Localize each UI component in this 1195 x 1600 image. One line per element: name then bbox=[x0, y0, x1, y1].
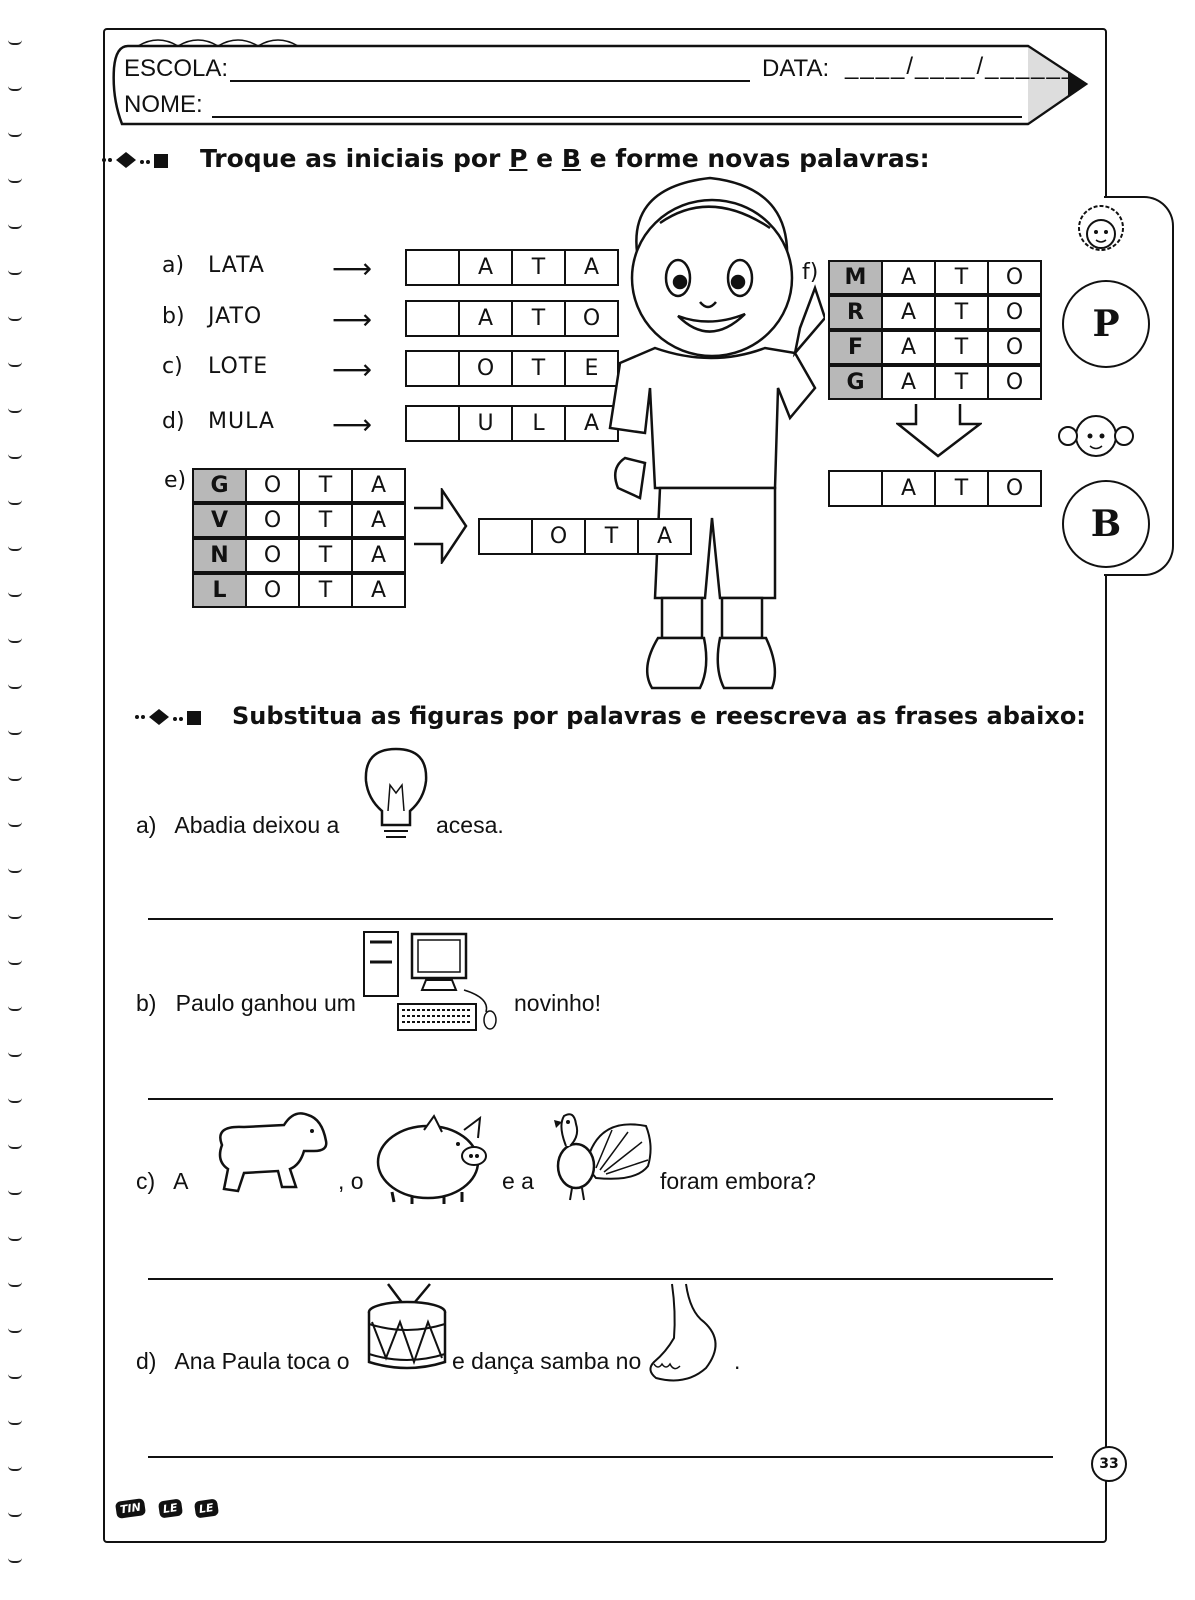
binding-mark bbox=[8, 960, 22, 965]
letter-cell: T bbox=[934, 365, 989, 400]
letter-cell: U bbox=[458, 405, 513, 442]
tab-p: P bbox=[1062, 280, 1150, 368]
letter-cell: T bbox=[511, 249, 566, 286]
answer-line-d[interactable] bbox=[148, 1456, 1053, 1458]
answer-grid-e bbox=[478, 518, 692, 555]
letter-cell: O bbox=[458, 350, 513, 387]
computer-icon bbox=[360, 928, 510, 1038]
letter-cell: T bbox=[934, 470, 989, 507]
binding-mark bbox=[8, 1052, 22, 1057]
letter-cell: G bbox=[192, 468, 247, 503]
source-word: MULA bbox=[208, 409, 275, 434]
sentence-d: d) Ana Paula toca o bbox=[136, 1348, 350, 1374]
answer-grid bbox=[405, 300, 619, 337]
letter-cell: L bbox=[511, 405, 566, 442]
sentence-c: c) A bbox=[136, 1168, 189, 1194]
binding-mark bbox=[8, 454, 22, 459]
binding-mark bbox=[8, 730, 22, 735]
letter-cell: A bbox=[351, 468, 406, 503]
letter-cell: M bbox=[828, 260, 883, 295]
arrow-right-icon: ⟶ bbox=[332, 252, 373, 285]
sentence-b: b) Paulo ganhou um bbox=[136, 990, 356, 1016]
binding-mark bbox=[8, 1098, 22, 1103]
binding-mark bbox=[8, 1420, 22, 1425]
binding-mark bbox=[8, 822, 22, 827]
boy-illustration-icon bbox=[600, 168, 825, 698]
letter-cell: A bbox=[881, 295, 936, 330]
letter-cell: R bbox=[828, 295, 883, 330]
arrow-right-icon bbox=[412, 488, 468, 564]
blank-letter-cell[interactable] bbox=[478, 518, 533, 555]
letter-cell: T bbox=[934, 330, 989, 365]
source-word: JATO bbox=[208, 304, 263, 329]
bullet-icon bbox=[100, 148, 180, 172]
school-input-line[interactable] bbox=[230, 80, 750, 82]
binding-mark bbox=[8, 868, 22, 873]
item-e-label: e) bbox=[164, 468, 187, 493]
notebook-binding bbox=[0, 0, 40, 1600]
binding-mark bbox=[8, 1466, 22, 1471]
sentence-c-end: foram embora? bbox=[660, 1168, 816, 1194]
sentence-d-end: . bbox=[734, 1348, 741, 1374]
binding-mark bbox=[8, 546, 22, 551]
answer-grid bbox=[405, 249, 619, 286]
turkey-icon bbox=[536, 1106, 656, 1202]
binding-mark bbox=[8, 1006, 22, 1011]
binding-mark bbox=[8, 132, 22, 137]
pigtail-girl-icon bbox=[1058, 400, 1134, 484]
word-row bbox=[192, 468, 406, 503]
sentence-d-mid: e dança samba no bbox=[452, 1348, 642, 1374]
letter-cell: O bbox=[987, 365, 1042, 400]
source-word: LOTE bbox=[208, 354, 269, 379]
letter-cell: E bbox=[564, 350, 619, 387]
drum-icon bbox=[366, 1282, 448, 1374]
binding-mark bbox=[8, 1558, 22, 1563]
answer-grid-f bbox=[828, 470, 1042, 507]
binding-mark bbox=[8, 1512, 22, 1517]
exercise1-title: Troque as iniciais por P e B e forme novas palavras: bbox=[200, 144, 930, 173]
sentence-c-mid1: , o bbox=[338, 1168, 364, 1194]
letter-cell: T bbox=[934, 260, 989, 295]
school-label: ESCOLA: bbox=[124, 55, 229, 82]
letter-cell: O bbox=[987, 330, 1042, 365]
letter-cell: A bbox=[351, 573, 406, 608]
letter-cell: A bbox=[881, 330, 936, 365]
binding-mark bbox=[8, 40, 22, 45]
binding-mark bbox=[8, 224, 22, 229]
binding-mark bbox=[8, 178, 22, 183]
word-row bbox=[828, 365, 1042, 400]
binding-mark bbox=[8, 408, 22, 413]
blank-letter-cell[interactable] bbox=[405, 405, 460, 442]
letter-cell: A bbox=[881, 260, 936, 295]
letter-cell: V bbox=[192, 503, 247, 538]
blank-letter-cell[interactable] bbox=[405, 350, 460, 387]
letter-cell: T bbox=[298, 538, 353, 573]
binding-mark bbox=[8, 1190, 22, 1195]
letter-cell: T bbox=[511, 300, 566, 337]
letter-cell: A bbox=[351, 538, 406, 573]
binding-mark bbox=[8, 684, 22, 689]
sentence-b-end: novinho! bbox=[514, 990, 601, 1016]
tab-b: B bbox=[1062, 480, 1150, 568]
letter-cell: A bbox=[881, 470, 936, 507]
name-label: NOME: bbox=[124, 91, 203, 118]
date-input-line[interactable]: ____/____/______ bbox=[845, 53, 1078, 80]
letter-cell: T bbox=[511, 350, 566, 387]
name-input-line[interactable] bbox=[212, 116, 1022, 118]
arrow-right-icon: ⟶ bbox=[332, 408, 373, 441]
light-bulb-icon bbox=[360, 745, 432, 845]
word-row bbox=[828, 330, 1042, 365]
letter-cell: T bbox=[298, 573, 353, 608]
capybara-icon bbox=[204, 1105, 332, 1195]
letter-cell: T bbox=[934, 295, 989, 330]
letter-cell: O bbox=[987, 295, 1042, 330]
sentence-a-end: acesa. bbox=[436, 812, 504, 838]
letter-cell: A bbox=[564, 249, 619, 286]
letter-cell: O bbox=[987, 470, 1042, 507]
binding-mark bbox=[8, 1282, 22, 1287]
binding-mark bbox=[8, 914, 22, 919]
answer-line-c[interactable] bbox=[148, 1278, 1053, 1280]
letter-cell: O bbox=[245, 503, 300, 538]
arrow-right-icon: ⟶ bbox=[332, 353, 373, 386]
letter-cell: T bbox=[584, 518, 639, 555]
letter-cell: A bbox=[458, 300, 513, 337]
letter-cell: T bbox=[298, 503, 353, 538]
binding-mark bbox=[8, 1144, 22, 1149]
letter-cell: A bbox=[881, 365, 936, 400]
item-label: a) bbox=[162, 253, 185, 278]
foot-icon bbox=[646, 1282, 728, 1392]
sentence-c-mid2: e a bbox=[502, 1168, 534, 1194]
answer-line-a[interactable] bbox=[148, 918, 1053, 920]
binding-mark bbox=[8, 316, 22, 321]
blank-letter-cell[interactable] bbox=[405, 300, 460, 337]
bullet-icon bbox=[133, 705, 213, 729]
word-row bbox=[828, 260, 1042, 295]
blank-letter-cell[interactable] bbox=[828, 470, 883, 507]
letter-cell: N bbox=[192, 538, 247, 573]
sentence-a: a) Abadia deixou a bbox=[136, 812, 340, 838]
answer-grid bbox=[405, 405, 619, 442]
binding-mark bbox=[8, 86, 22, 91]
letter-cell: O bbox=[531, 518, 586, 555]
date-label: DATA: bbox=[762, 55, 830, 82]
letter-cell: A bbox=[564, 405, 619, 442]
curly-kid-icon bbox=[1068, 200, 1134, 280]
binding-mark bbox=[8, 776, 22, 781]
item-label: d) bbox=[162, 409, 185, 434]
binding-mark bbox=[8, 592, 22, 597]
pig-icon bbox=[372, 1112, 496, 1204]
answer-line-b[interactable] bbox=[148, 1098, 1053, 1100]
letter-cell: A bbox=[637, 518, 692, 555]
letter-cell: L bbox=[192, 573, 247, 608]
letter-cell: F bbox=[828, 330, 883, 365]
binding-mark bbox=[8, 1374, 22, 1379]
source-word: LATA bbox=[208, 253, 265, 278]
letter-cell: O bbox=[245, 468, 300, 503]
item-f-label: f) bbox=[802, 260, 819, 285]
arrow-right-icon: ⟶ bbox=[332, 303, 373, 336]
binding-mark bbox=[8, 362, 22, 367]
letter-cell: A bbox=[458, 249, 513, 286]
word-row bbox=[192, 503, 406, 538]
binding-mark bbox=[8, 1328, 22, 1333]
page-number: 33 bbox=[1091, 1446, 1127, 1482]
blank-letter-cell[interactable] bbox=[405, 249, 460, 286]
binding-mark bbox=[8, 1236, 22, 1241]
word-row bbox=[192, 538, 406, 573]
item-label: c) bbox=[162, 354, 183, 379]
exercise2-title: Substitua as figuras por palavras e reescreva as frases abaixo: bbox=[232, 702, 1086, 730]
word-row bbox=[828, 295, 1042, 330]
brand-logo: TIN LE LE bbox=[116, 1500, 232, 1517]
letter-cell: A bbox=[351, 503, 406, 538]
letter-cell: O bbox=[564, 300, 619, 337]
item-label: b) bbox=[162, 304, 185, 329]
arrow-down-icon bbox=[896, 402, 982, 458]
letter-cell: O bbox=[245, 573, 300, 608]
letter-cell: G bbox=[828, 365, 883, 400]
binding-mark bbox=[8, 270, 22, 275]
letter-cell: O bbox=[245, 538, 300, 573]
binding-mark bbox=[8, 500, 22, 505]
answer-grid bbox=[405, 350, 619, 387]
binding-mark bbox=[8, 638, 22, 643]
letter-cell: O bbox=[987, 260, 1042, 295]
letter-cell: T bbox=[298, 468, 353, 503]
word-row bbox=[192, 573, 406, 608]
